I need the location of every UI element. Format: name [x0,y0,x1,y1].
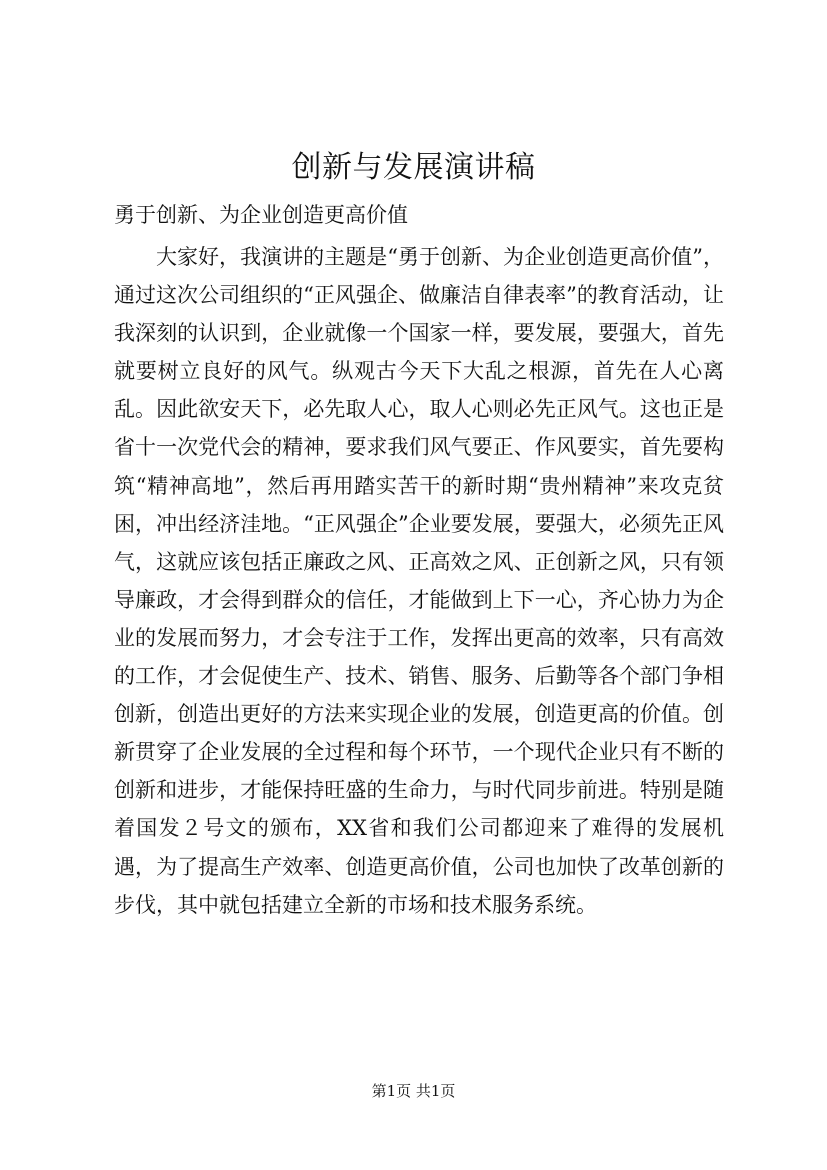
document-title: 创新与发展演讲稿 [291,150,536,185]
document-subtitle: 勇于创新、为企业创造更高价值 [114,203,408,227]
page-footer: 第1页 共1页 [371,1082,456,1100]
body-paragraph: 大家好，我演讲的主题是“勇于创新、为企业创造更高价值”，通过这次公司组织的“正风强企、做廉洁自律表率”的教育活动，让我深刻的认识到，企业就像一个国家一样，要发展，要强大，首先就要树立良好的风气。纵观古今天下大乱之根源，首先在人心离乱。因此欲安天下，必先取人心，取人心则必先正风气。这也正是省十一次党代会的精神，要求我们风气要正、作风要实，首先要构筑“精神高地”，然后再用踏实苦干的新时期“贵州精神”来攻克贫困，冲出经济洼地。“正风强企”企业要发展，要强大，必须先正风气，这就应该包括正廉政之风、正高效之风、正创新之风，只有领导廉政，才会得到群众的信任，才能做到上下一心，齐心协力为企业的发展而努力，才会专注于工作，发挥出更高的效率，只有高效的工作，才会促使生产、技术、销售、服务、后勤等各个部门争相创新，创造出更好的方法来实现企业的发展，创造更高的价值。创新贯穿了企业发展的全过程和每个环节，一个现代企业只有不断的创新和进步，才能保持旺盛的生命力，与时代同步前进。特别是随着国发２号文的颁布，XX省和我们公司都迎来了难得的发展机遇，为了提高生产效率、创造更高价值，公司也加快了改革创新的步伐，其中就包括建立全新的市场和技术服务系统。 [114,245,724,917]
